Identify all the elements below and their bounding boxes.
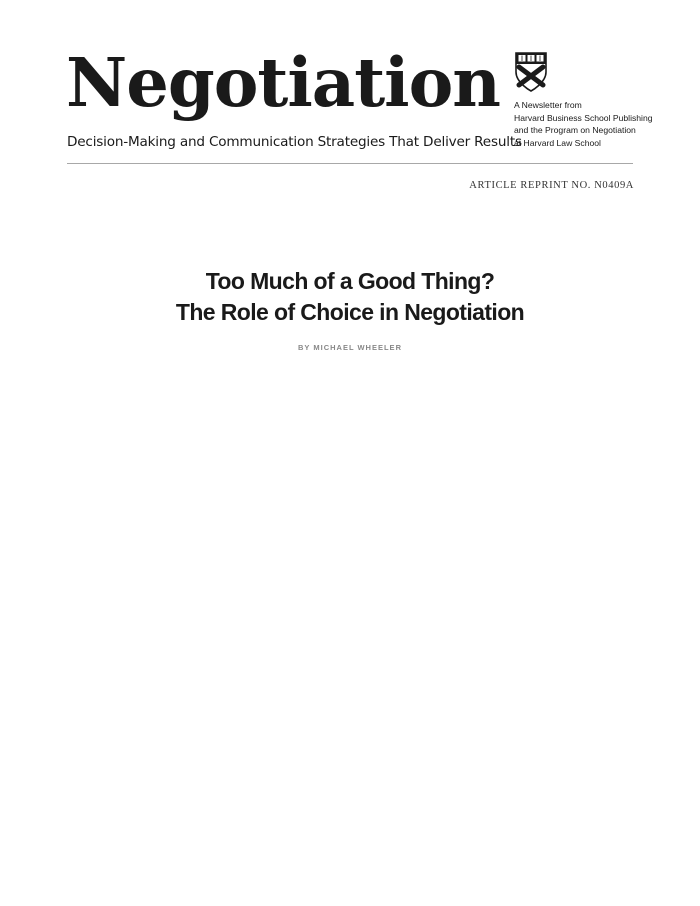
article-title-line: The Role of Choice in Negotiation xyxy=(175,299,525,325)
publisher-line: Harvard Business School Publishing xyxy=(514,112,653,123)
article-title-line: Too Much of a Good Thing? xyxy=(205,268,495,294)
newsletter-title: Negotiation xyxy=(66,43,501,122)
harvard-shield-icon xyxy=(515,52,547,92)
publisher-info xyxy=(514,99,653,149)
publisher-line: and the Program on Negotiation xyxy=(514,125,636,135)
author-byline: BY MICHAEL WHEELER xyxy=(298,343,402,352)
publisher-line: A Newsletter from xyxy=(514,100,582,110)
publisher-line: at Harvard Law School xyxy=(514,137,601,148)
masthead-divider xyxy=(67,163,633,164)
article-title xyxy=(0,266,700,328)
newsletter-tagline: Decision-Making and Communication Strategies That Deliver Results xyxy=(67,134,522,150)
article-reprint-number: ARTICLE REPRINT NO. N0409A xyxy=(469,180,634,191)
